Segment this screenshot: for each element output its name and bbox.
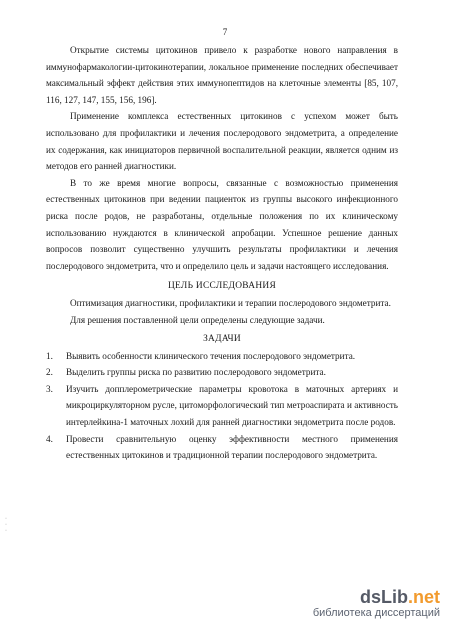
task-item [46, 364, 398, 381]
watermark[interactable] [313, 588, 440, 620]
scan-margin-mark: · · · [5, 516, 7, 534]
paragraph-1: Открытие системы цитокинов привело к разработке нового направления в иммунофармакологии-цитокинотерапии, локальное применение последних обеспечивает максимальный эффект действия этих иммунопептидов на клеточные элементы [85, 107, 116, 127, 147, 155, 156, 196]. [46, 45, 398, 105]
page-number: 7 [222, 27, 228, 37]
document-body [46, 42, 398, 464]
goal-text: Оптимизация диагностики, профилактики и терапии послеродового эндометрита. [70, 297, 391, 308]
goal-heading: ЦЕЛЬ ИССЛЕДОВАНИЯ [167, 281, 277, 292]
task-item [46, 431, 398, 464]
task-number: 3. [46, 383, 53, 394]
watermark-logo[interactable] [313, 588, 440, 606]
paragraph-3: В то же время многие вопросы, связанные с возможностью применения естественных цитокинов при ведении пациенток из группы высокого инфекционного риска после родов, не разработаны, отдельные положения по их клиническому использованию нуждаются в клинической апробации. Успешное решение данных вопросов позволит существенно улучшить результаты профилактики и лечения послеродового эндометрита, что и определило цель и задачи настоящего исследования. [46, 177, 398, 271]
task-item [46, 381, 398, 431]
goal-lead: Для решения поставленной цели определены следующие задачи. [70, 314, 325, 325]
task-text: Провести сравнительную оценку эффективности местного применения естественных цитокинов и традиционной терапии послеродового эндометрита. [66, 433, 398, 461]
task-number: 2. [46, 367, 53, 378]
watermark-subtitle: библиотека диссертаций [312, 607, 440, 619]
tasks-heading: ЗАДАЧИ [203, 334, 241, 345]
tasks-list [46, 348, 398, 464]
task-item [46, 348, 398, 365]
watermark-logo-tld: .net [407, 587, 440, 607]
task-text: Выделить группы риска по развитию послеродового эндометрита. [66, 367, 326, 378]
task-number: 4. [46, 433, 53, 444]
watermark-logo-main: dsLib [359, 587, 408, 607]
task-number: 1. [46, 350, 53, 361]
task-text: Изучить допплерометрические параметры кровотока в маточных артериях и микроциркуляторном русле, цитоморфологический тип метроаспирата и активность интерлейкина-1 маточных лохий для ранней диагностики эндометрита после родов. [66, 383, 398, 428]
paragraph-2: Применение комплекса естественных цитокинов с успехом может быть использовано для профилактики и лечения послеродового эндометрита, а определение их содержания, как инициаторов первичной воспалительной реакции, является одним из методов его ранней диагностики. [46, 111, 398, 172]
task-text: Выявить особенности клинического течения послеродового эндометрита. [66, 350, 356, 361]
